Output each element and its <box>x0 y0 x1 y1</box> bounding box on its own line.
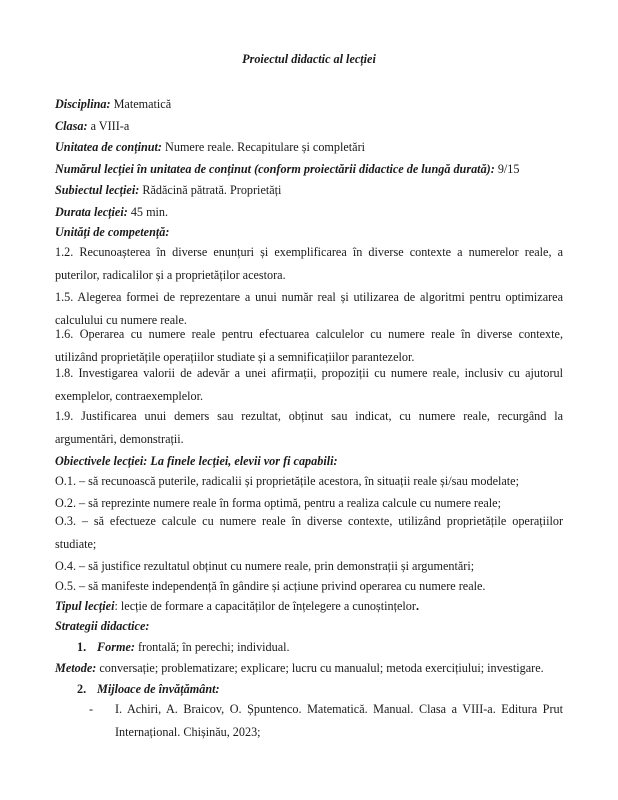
document-title: Proiectul didactic al lecției <box>242 52 376 66</box>
reference-bullet: - <box>89 702 94 716</box>
lesson-number-value: 9/15 <box>497 162 520 176</box>
duration-line <box>55 202 563 222</box>
objective-item: O.4. – să justifice rezultatul obținut cu numere reale, prin demonstrații și argumentări; <box>55 559 475 573</box>
objective-item: O.5. – să manifeste independență în gândire și acțiune privind operarea cu numere reale. <box>55 579 486 593</box>
grade-label: Clasa: <box>55 119 88 133</box>
lesson-type-line <box>55 596 563 616</box>
competency-item: 1.5. Alegerea formei de reprezentare a unui număr real și utilizarea de algoritmi pentru optimizarea calculului cu numere reale. <box>55 290 563 327</box>
lesson-type-end: . <box>415 599 420 613</box>
subject-line <box>55 180 563 200</box>
lesson-type-label: Tipul lecției <box>55 599 115 613</box>
forms-label: Forme: <box>97 640 135 654</box>
forms-value: frontală; în perechi; individual. <box>137 640 290 654</box>
duration-value: 45 min. <box>130 205 169 219</box>
objective-item: O.3. – să efectueze calcule cu numere reale în diverse contexte, utilizând proprietățile operațiilor studiate; <box>55 514 563 551</box>
content-unit-label: Unitatea de conținut: <box>55 140 162 154</box>
grade-value: a VIII-a <box>90 119 130 133</box>
lesson-number-label: Numărul lecției în unitatea de conținut (conform proiectării didactice de lungă durată): <box>55 162 495 176</box>
lesson-number-line <box>55 159 563 179</box>
methods-line <box>55 658 563 678</box>
methods-value: conversație; problematizare; explicare; lucru cu manualul; metoda exercițiului; investigare. <box>99 661 544 675</box>
subject-value: Rădăcină pătrată. Proprietăți <box>142 183 282 197</box>
competency-item: 1.2. Recunoașterea în diverse enunțuri și exemplificarea în diverse contexte a numerelor reale, a puterilor, radicalilor și a proprietăților acestora. <box>55 245 563 282</box>
grade-line <box>55 116 563 136</box>
content-unit-line <box>55 137 563 157</box>
competency-item: 1.9. Justificarea unui demers sau rezultat, obținut sau indicat, cu numere reale, recurgând la argumentări, demonstrații. <box>55 409 563 446</box>
means-number: 2. <box>77 682 87 696</box>
lesson-type-value: : lecție de formare a capacităților de înțelegere a cunoștințelor <box>114 599 416 613</box>
reference-text: I. Achiri, A. Braicov, O. Șpuntenco. Matematică. Manual. Clasa a VIII-a. Editura Prut Internațional. Chișinău, 2023; <box>115 702 563 739</box>
content-unit-value: Numere reale. Recapitulare și completări <box>165 140 366 154</box>
discipline-value: Matematică <box>113 97 172 111</box>
strategies-heading: Strategii didactice: <box>55 619 150 633</box>
discipline-label: Disciplina: <box>55 97 111 111</box>
methods-label: Metode: <box>55 661 97 675</box>
competencies-heading: Unități de competență: <box>55 225 170 239</box>
means-label: Mijloace de învățământ: <box>97 682 220 696</box>
duration-label: Durata lecției: <box>55 205 128 219</box>
competency-item: 1.8. Investigarea valorii de adevăr a unei afirmații, propoziții cu numere reale, inclusiv cu ajutorul exemplelor, contraexemplelor. <box>55 366 563 403</box>
forms-number: 1. <box>77 640 87 654</box>
objectives-heading: Obiectivele lecției: La finele lecției, elevii vor fi capabili: <box>55 454 338 468</box>
discipline-line <box>55 94 563 114</box>
subject-label: Subiectul lecției: <box>55 183 140 197</box>
objective-item: O.1. – să recunoască puterile, radicalii și proprietățile acestora, în situații reale și/sau modelate; <box>55 474 519 488</box>
reference-item <box>89 698 563 743</box>
competency-item: 1.6. Operarea cu numere reale pentru efectuarea calculelor cu numere reale în diverse contexte, utilizând proprietățile operațiilor studiate și a semnificațiilor parantezelor. <box>55 327 563 364</box>
means-line <box>77 679 563 699</box>
objective-item: O.2. – să reprezinte numere reale în forma optimă, pentru a realiza calcule cu numere reale; <box>55 496 501 510</box>
forms-line <box>77 637 563 657</box>
